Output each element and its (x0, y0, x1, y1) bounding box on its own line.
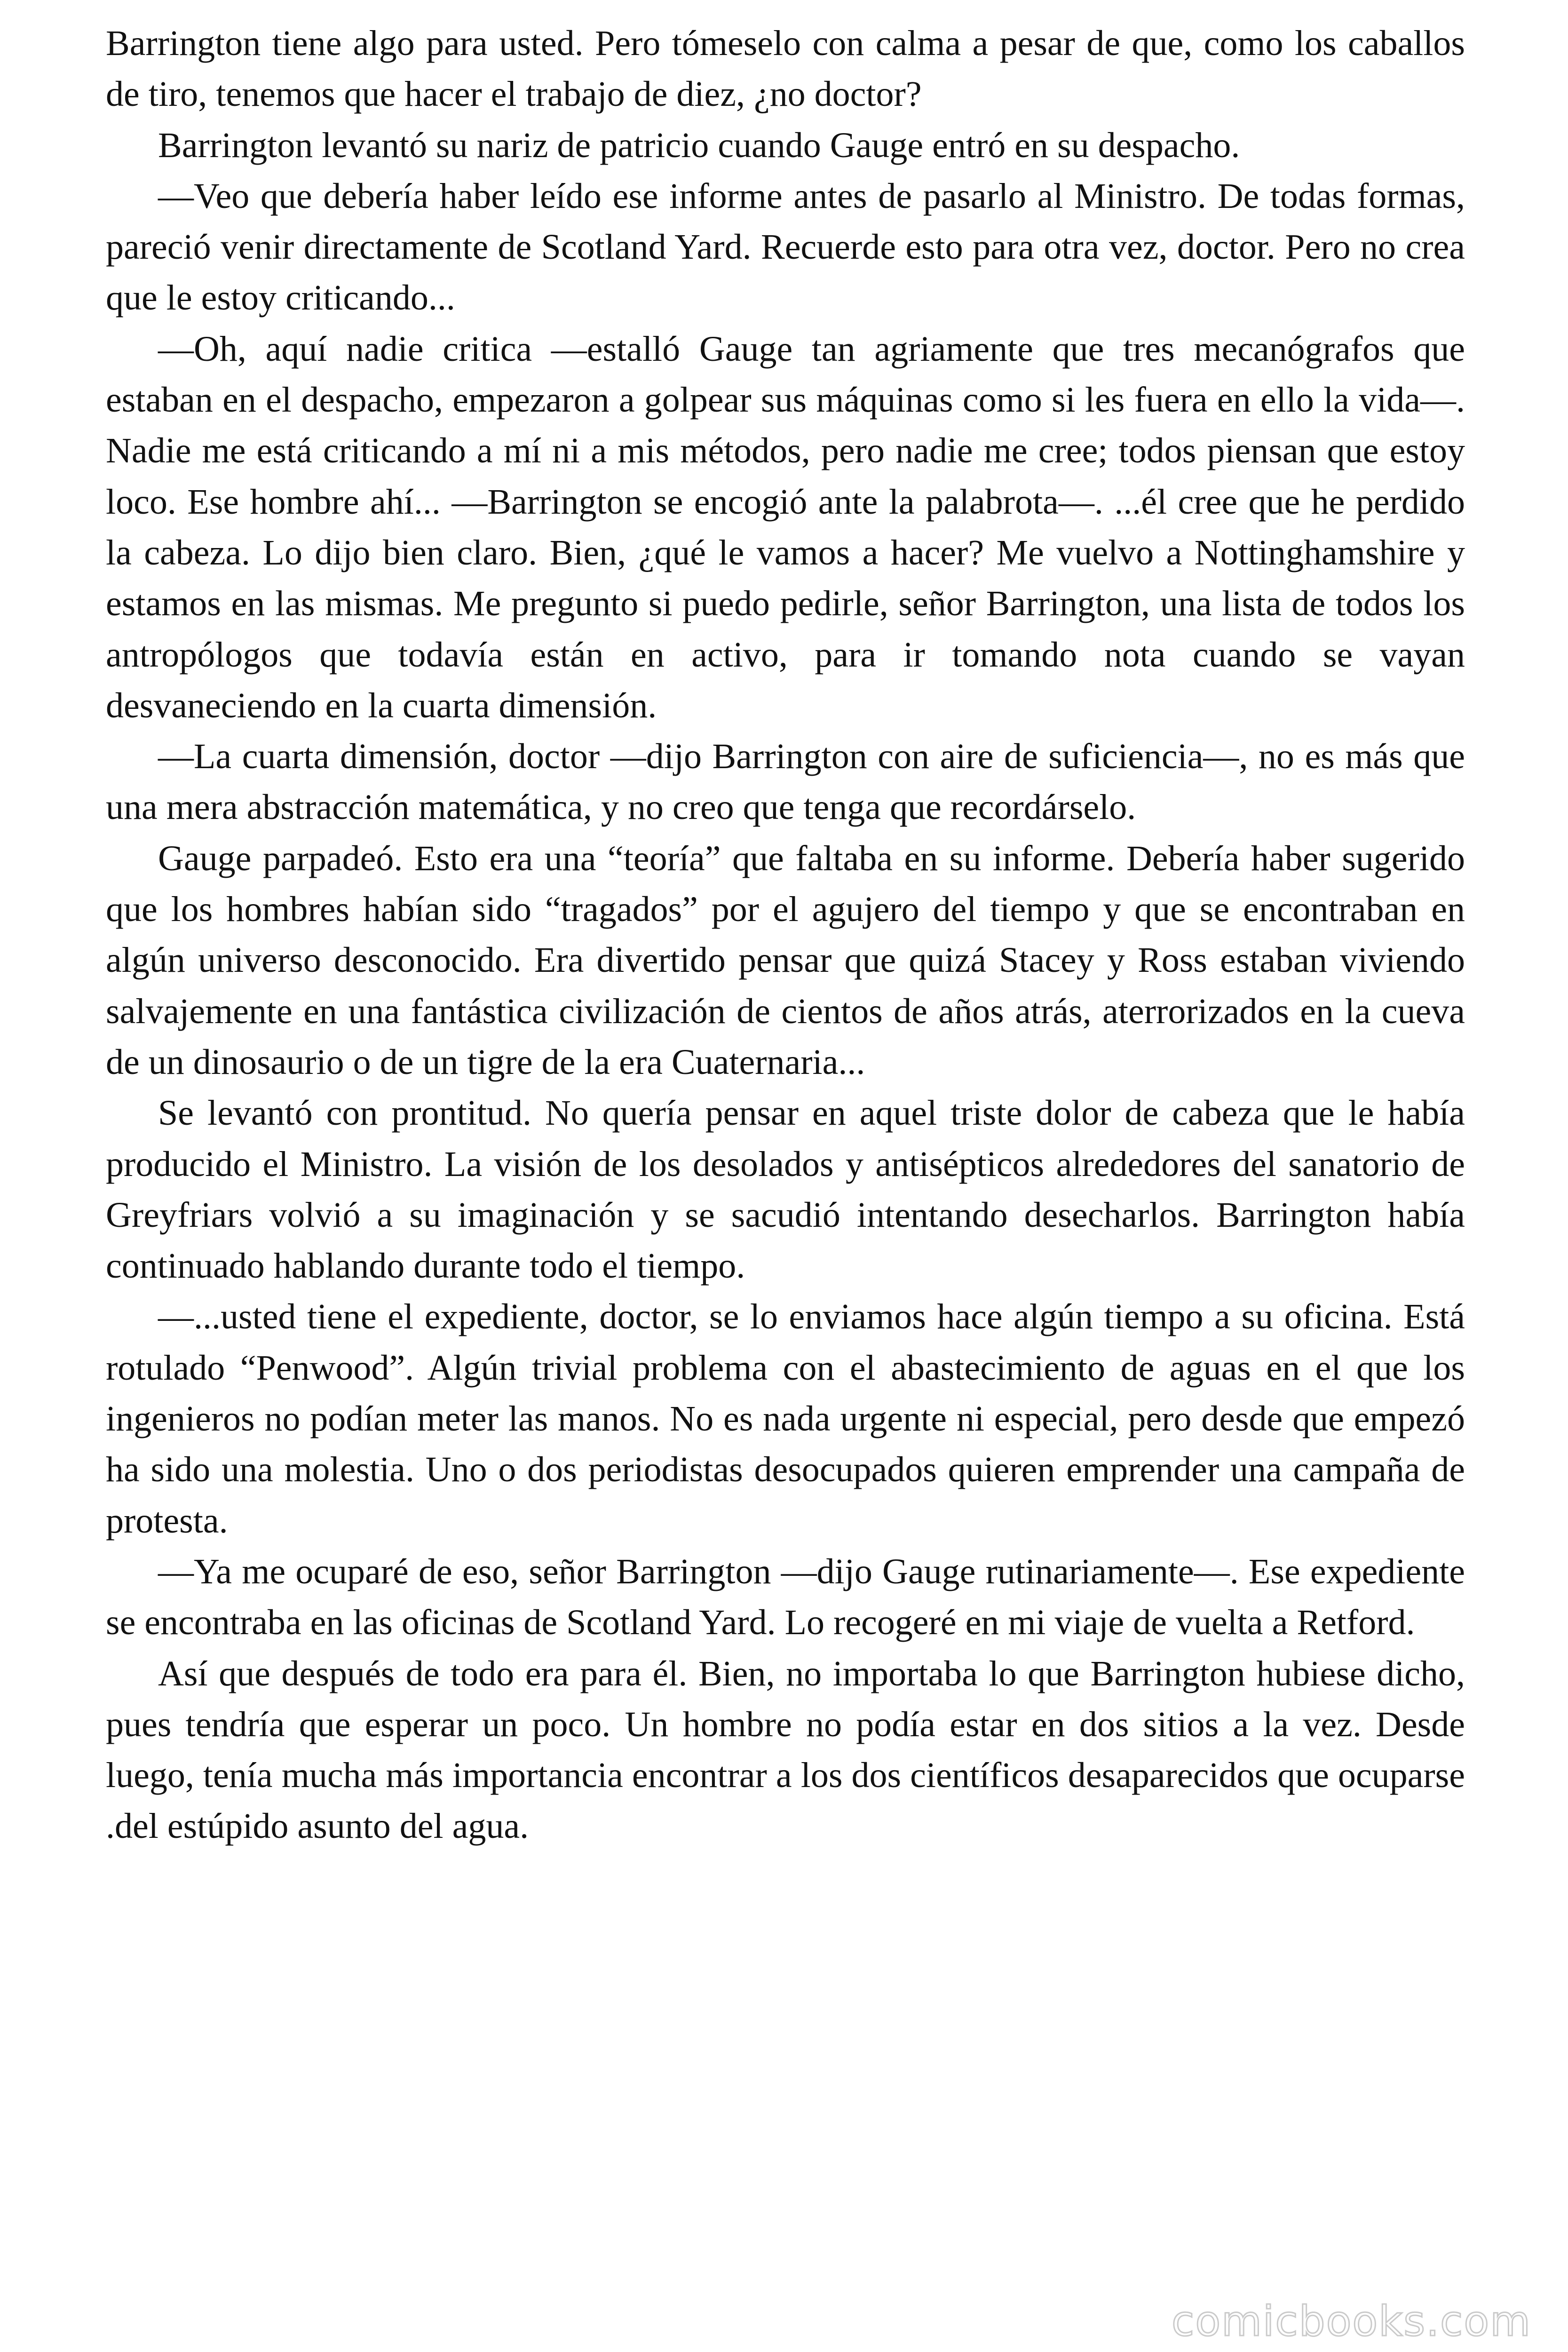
paragraph-7: Se levantó con prontitud. No quería pensar en aquel triste dolor de cabeza que le había producido el Ministro. La visión de los desolados y antisépticos alrededores del sanatorio de Greyfriars volvió a su imaginación y se sacudió intentando desecharlos. Barrington había continuado hablando durante todo el tiempo. (106, 1093, 1465, 1286)
paragraph-6: Gauge parpadeó. Esto era una “teoría” que faltaba en su informe. Debería haber sugerido que los hombres habían sido “tragados” por el agujero del tiempo y que se encontraban en algún universo desconocido. Era divertido pensar que quizá Stacey y Ross estaban viviendo salvajemente en una fantástica civilización de cientos de años atrás, aterrorizados en la cueva de un dinosaurio o de un tigre de la era Cuaternaria... (106, 838, 1465, 1082)
site-watermark: comicbooks.com (1171, 2297, 1531, 2345)
paragraph-1: Barrington tiene algo para usted. Pero tómeselo con calma a pesar de que, como los caballos de tiro, tenemos que hacer el trabajo de diez, ¿no doctor? (106, 24, 1465, 114)
page-body-text (106, 18, 1465, 1852)
paragraph-2: Barrington levantó su nariz de patricio cuando Gauge entró en su despacho. (158, 125, 1240, 165)
paragraph-10: Así que después de todo era para él. Bien, no importaba lo que Barrington hubiese dicho, pues tendría que esperar un poco. Un hombre no podía estar en dos sitios a la vez. Desde luego, tenía mucha más importancia encontrar a los dos científicos desaparecidos que ocuparse .del estúpido asunto del agua. (106, 1653, 1465, 1846)
paragraph-4: —Oh, aquí nadie critica —estalló Gauge tan agriamente que tres mecanógrafos que estaban en el despacho, empezaron a golpear sus máquinas como si les fuera en ello la vida—. Nadie me está criticando a mí ni a mis métodos, pero nadie me cree; todos piensan que estoy loco. Ese hombre ahí... —Barrington se encogió ante la palabrota—. ...él cree que he perdido la cabeza. Lo dijo bien claro. Bien, ¿qué le vamos a hacer? Me vuelvo a Nottinghamshire y estamos en las mismas. Me pregunto si puedo pedirle, señor Barrington, una lista de todos los antropólogos que todavía están en activo, para ir tomando nota cuando se vayan desvaneciendo en la cuarta dimensión. (106, 329, 1465, 725)
paragraph-9: —Ya me ocuparé de eso, señor Barrington —dijo Gauge rutinariamente—. Ese expediente se encontraba en las oficinas de Scotland Yard. Lo recogeré en mi viaje de vuelta a Retford. (106, 1551, 1465, 1643)
paragraph-8: —...usted tiene el expediente, doctor, se lo enviamos hace algún tiempo a su oficina. Está rotulado “Penwood”. Algún trivial problema con el abastecimiento de aguas en el que los ingenieros no podían meter las manos. No es nada urgente ni especial, pero desde que empezó ha sido una molestia. Uno o dos periodistas desocupados quieren emprender una campaña de protesta. (106, 1297, 1465, 1541)
paragraph-3: —Veo que debería haber leído ese informe antes de pasarlo al Ministro. De todas formas, pareció venir directamente de Scotland Yard. Recuerde esto para otra vez, doctor. Pero no crea que le estoy criticando... (106, 176, 1465, 318)
paragraph-5: —La cuarta dimensión, doctor —dijo Barrington con aire de suficiencia—, no es más que una mera abstracción matemática, y no creo que tenga que recordárselo. (106, 737, 1465, 827)
